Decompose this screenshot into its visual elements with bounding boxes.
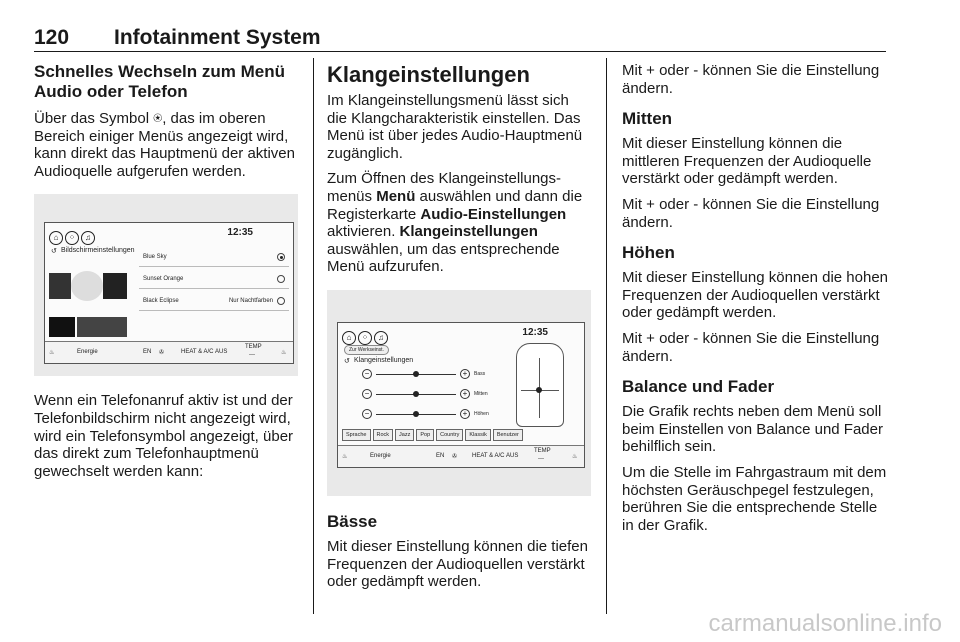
sub-heading: Höhen — [622, 243, 675, 263]
plus-button[interactable]: + — [460, 409, 470, 419]
fan-icon[interactable]: ✇ — [159, 350, 165, 357]
back-arrow-icon: ↺ — [344, 357, 350, 365]
screen-section-title: Klangeinstellungen — [354, 356, 414, 364]
preset-button[interactable]: Sprache — [342, 429, 371, 441]
option-label: Blue Sky — [143, 254, 167, 261]
seat-heat-right-icon[interactable]: ♨ — [281, 350, 287, 357]
climate-bar — [45, 341, 293, 363]
clock: 12:35 — [227, 227, 253, 239]
paragraph: Um die Stelle im Fahrgastraum mit dem höchsten Geräuschpegel festzulegen, berühren Sie die entsprechende Stelle in der Grafik. — [622, 463, 887, 534]
temp-value: --- — [538, 455, 544, 462]
paragraph: Mit + oder - können Sie die Einstellung ändern. — [622, 329, 880, 365]
sub-heading: Mitten — [622, 109, 673, 129]
slider-label: Bass — [474, 370, 486, 377]
balance-point[interactable] — [536, 387, 542, 393]
option-extra: Nur Nachtfarben — [228, 298, 273, 305]
chapter-title: Infotainment System — [114, 26, 321, 49]
climate-bar — [338, 445, 584, 467]
sound-settings-screenshot — [327, 290, 591, 496]
minus-button[interactable]: − — [362, 369, 372, 379]
seat-heat-icon[interactable]: ♨ — [49, 350, 55, 357]
heat-ac-label[interactable]: HEAT & A/C — [181, 349, 214, 356]
auto-label[interactable]: AUS — [215, 349, 228, 356]
watermark: carmanualsonline.info — [708, 610, 942, 637]
paragraph: Mit + oder - können Sie die Einstellung ändern. — [622, 195, 880, 231]
section-heading: Schnelles Wechseln zum Menü Audio oder Telefon — [34, 62, 285, 101]
preset-button[interactable]: Benutzer — [493, 429, 523, 441]
plus-button[interactable]: + — [460, 389, 470, 399]
paragraph: Die Grafik rechts neben dem Menü soll beim Einstellen von Balance und Fader behilflich sein. — [622, 403, 883, 456]
seat-heat-icon[interactable]: ♨ — [342, 453, 348, 460]
column-divider — [606, 58, 607, 614]
option-label: Sunset Orange — [143, 276, 184, 283]
option-label: Black Eclipse — [143, 298, 179, 305]
fan-icon[interactable]: ✇ — [452, 453, 458, 460]
clock: 12:35 — [522, 326, 548, 338]
factory-reset-button[interactable]: Zur Werkseinst. — [344, 345, 389, 355]
preset-button[interactable]: Pop — [416, 429, 434, 441]
minus-button[interactable]: − — [362, 409, 372, 419]
audio-shortcut-icon: ♫ — [374, 331, 388, 345]
paragraph: Mit dieser Einstellung können die mittleren Frequenzen der Audioquelle verstärkt oder gedämpft werden. — [622, 135, 872, 188]
radio-unselected[interactable] — [277, 297, 285, 305]
page-number: 120 — [34, 26, 70, 49]
page-header — [34, 26, 886, 52]
energy-label[interactable]: Energie — [370, 452, 391, 459]
radio-selected[interactable] — [277, 253, 285, 261]
display-settings-screenshot — [34, 194, 298, 376]
plus-button[interactable]: + — [460, 369, 470, 379]
option-row[interactable] — [139, 247, 289, 267]
minus-button[interactable]: − — [362, 389, 372, 399]
mid-slider-knob[interactable] — [413, 391, 419, 397]
treble-slider-knob[interactable] — [413, 411, 419, 417]
eq-preset-row — [342, 429, 523, 441]
paragraph: Wenn ein Telefonanruf aktiv ist und der Telefonbildschirm nicht angezeigt wird, wird ein Telefonsymbol angezeigt, über das direkt zum Telefonhauptmenü gewechselt werden kann: — [34, 392, 294, 480]
balance-fader-car-graphic[interactable] — [516, 343, 564, 427]
paragraph: Mit + oder - können Sie die Einstellung ändern. — [622, 62, 880, 97]
back-arrow-icon: ↺ — [51, 248, 57, 256]
paragraph: Zum Öffnen des Klangeinstellungsmenüs Menü auswählen und dann die Registerkarte Audio-Einstellungen aktivieren. Klangeinstellungen auswählen, um das entsprechende Menü aufzurufen. — [327, 170, 583, 276]
audio-shortcut-icon: ♫ — [81, 231, 95, 245]
infotainment-screen — [337, 322, 585, 468]
eco-label[interactable]: EN — [143, 349, 152, 356]
preset-button[interactable]: Country — [436, 429, 463, 441]
home-icon: ⌂ — [49, 231, 63, 245]
slider-label: Mitten — [474, 390, 488, 397]
temp-value: --- — [249, 352, 255, 359]
main-heading: Klangeinstellungen — [327, 62, 530, 87]
heat-ac-label[interactable]: HEAT & A/C — [472, 452, 505, 459]
energy-label[interactable]: Energie — [77, 349, 98, 356]
option-row[interactable] — [139, 269, 289, 289]
preset-button[interactable]: Klassik — [465, 429, 490, 441]
sub-heading: Bässe — [327, 511, 378, 531]
screen-section-title: Bildschirmeinstellungen — [61, 247, 135, 255]
paragraph: Im Klangeinstellungsmenü lässt sich die Klangcharakteristik einstellen. Das Menü ist über jedes Audio-Hauptmenü zugänglich. — [327, 92, 583, 162]
paragraph: Über das Symbol ⍟, das im oberen Bereich einiger Menüs angezeigt wird, kann direkt das Hauptmenü der aktiven Audioquelle aufgerufen werden. — [34, 110, 295, 180]
infotainment-screen — [44, 222, 294, 364]
apps-icon: ⁘ — [65, 231, 79, 245]
sub-heading: Balance und Fader — [622, 377, 775, 397]
temp-label: TEMP — [245, 344, 262, 351]
slider-label: Höhen — [474, 410, 489, 417]
option-row[interactable] — [139, 291, 289, 311]
preview-thumbnails — [49, 267, 129, 339]
home-icon: ⌂ — [342, 331, 356, 345]
preset-button[interactable]: Jazz — [395, 429, 414, 441]
column-1 — [34, 62, 300, 488]
temp-label: TEMP — [534, 447, 551, 454]
apps-icon: ⁘ — [358, 331, 372, 345]
column-3 — [622, 62, 890, 542]
eco-label[interactable]: EN — [436, 452, 445, 459]
preset-button[interactable]: Rock — [373, 429, 394, 441]
radio-unselected[interactable] — [277, 275, 285, 283]
auto-label[interactable]: AUS — [506, 452, 519, 459]
paragraph: Mit dieser Einstellung können die hohen Frequenzen der Audioquellen verstärkt oder gedämpft werden. — [622, 269, 889, 322]
seat-heat-right-icon[interactable]: ♨ — [572, 453, 578, 460]
paragraph: Mit dieser Einstellung können die tiefen Frequenzen der Audioquellen verstärkt oder gedämpft werden. — [327, 537, 588, 591]
column-divider — [313, 58, 314, 614]
column-2 — [327, 62, 591, 599]
bass-slider-knob[interactable] — [413, 371, 419, 377]
